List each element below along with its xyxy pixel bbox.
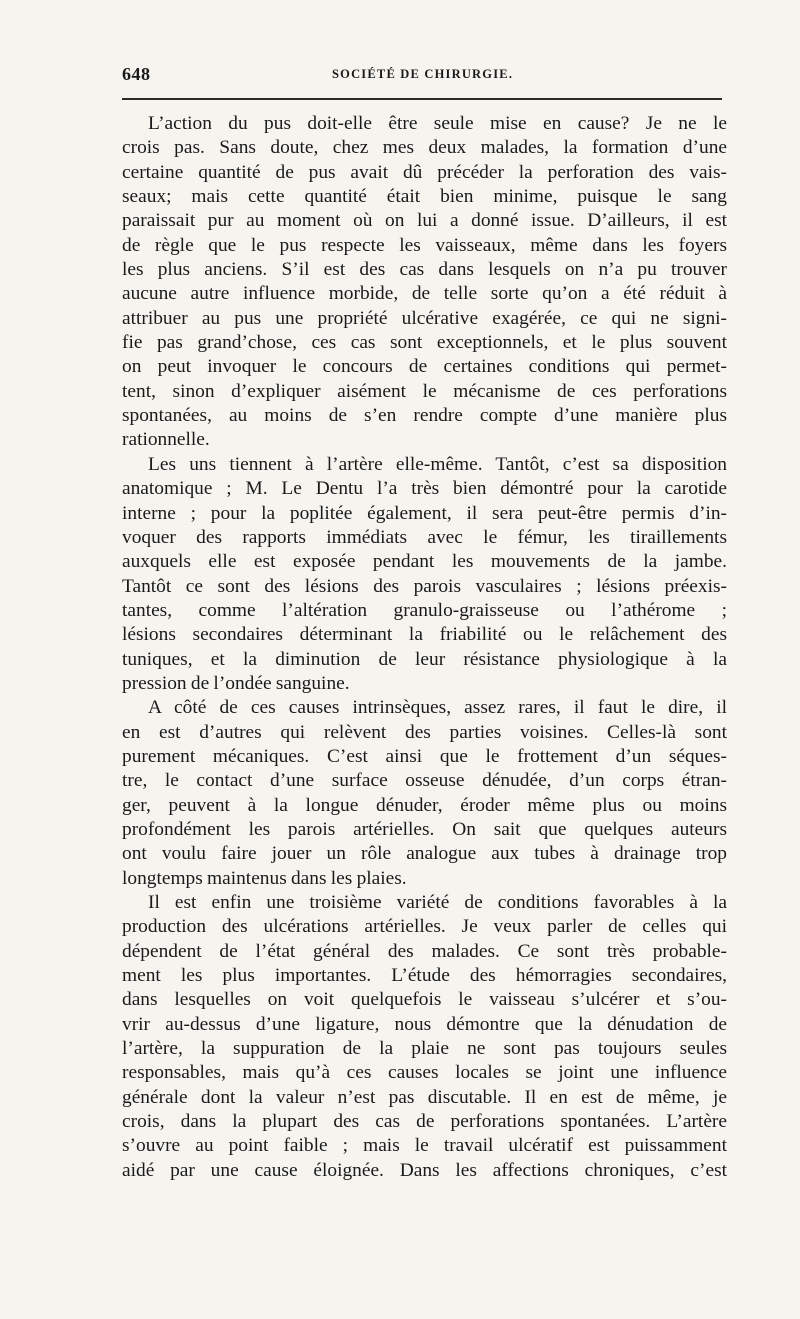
text-line: tent, sinon d’expliquer aisément le mécanisme de ces perforations bbox=[122, 380, 727, 402]
text-line: purement mécaniques. C’est ainsi que le frottement d’un séques- bbox=[122, 745, 727, 767]
header-rule bbox=[122, 98, 722, 100]
text-line: rationnelle. bbox=[122, 429, 210, 451]
text-line: Il est enfin une troisième variété de conditions favorables à la bbox=[148, 892, 727, 913]
text-line: longtemps maintenus dans les plaies. bbox=[122, 867, 407, 889]
text-line: l’artère, la suppuration de la plaie ne sont pas toujours seules bbox=[122, 1038, 727, 1060]
text-line: profondément les parois artérielles. On sait que quelques auteurs bbox=[122, 818, 727, 840]
text-line: certaine quantité de pus avait dû précéder la perforation des vais- bbox=[122, 161, 727, 183]
text-line: on peut invoquer le concours de certaines conditions qui permet- bbox=[122, 356, 727, 378]
text-line: tantes, comme l’altération granulo-graisseuse ou l’athérome ; bbox=[122, 599, 727, 621]
text-line: les plus anciens. S’il est des cas dans lesquels on n’a pu trouver bbox=[122, 259, 727, 281]
text-line: interne ; pour la poplitée également, il sera peut-être permis d’in- bbox=[122, 502, 727, 524]
text-line: dépendent de l’état général des malades. Ce sont très probable- bbox=[122, 940, 727, 962]
running-head bbox=[122, 64, 722, 90]
text-line: de règle que le pus respecte les vaisseaux, même dans les foyers bbox=[122, 234, 727, 256]
text-line: en est d’autres qui relèvent des parties voisines. Celles-là sont bbox=[122, 721, 727, 743]
text-line: attribuer au pus une propriété ulcérative exagérée, ce qui ne signi- bbox=[122, 307, 727, 329]
text-line: auxquels elle est exposée pendant les mouvements de la jambe. bbox=[122, 551, 727, 573]
text-line: crois pas. Sans doute, chez mes deux malades, la formation d’une bbox=[122, 137, 727, 159]
text-line: pression de l’ondée sanguine. bbox=[122, 672, 350, 694]
body-text bbox=[122, 112, 727, 1183]
text-line: crois, dans la plupart des cas de perforations spontanées. L’artère bbox=[122, 1111, 727, 1133]
page-number: 648 bbox=[122, 64, 151, 84]
text-line: A côté de ces causes intrinsèques, assez rares, il faut le dire, il bbox=[148, 697, 727, 719]
text-line: Les uns tiennent à l’artère elle-même. Tantôt, c’est sa disposition bbox=[148, 453, 727, 475]
text-line: Tantôt ce sont des lésions des parois vasculaires ; lésions préexis- bbox=[122, 575, 727, 597]
text-line: aidé par une cause éloignée. Dans les affections chroniques, c’est bbox=[122, 1159, 727, 1181]
text-line: ont voulu faire jouer un rôle analogue aux tubes à drainage trop bbox=[122, 843, 727, 865]
text-line: dans lesquelles on voit quelquefois le vaisseau s’ulcérer et s’ou- bbox=[122, 989, 727, 1011]
text-line: spontanées, au moins de s’en rendre compte d’une manière plus bbox=[122, 405, 727, 427]
text-line: responsables, mais qu’à ces causes locales se joint une influence bbox=[122, 1062, 727, 1084]
text-line: lésions secondaires déterminant la friabilité ou le relâchement des bbox=[122, 624, 727, 646]
text-line: s’ouvre au point faible ; mais le travail ulcératif est puissamment bbox=[122, 1135, 727, 1157]
text-line: vrir au-dessus d’une ligature, nous démontre que la dénudation de bbox=[122, 1013, 727, 1035]
running-title: SOCIÉTÉ DE CHIRURGIE. bbox=[332, 67, 514, 81]
text-line: tuniques, et la diminution de leur résistance physiologique à la bbox=[122, 648, 727, 670]
text-line: ger, peuvent à la longue dénuder, éroder même plus ou moins bbox=[122, 794, 727, 816]
text-line: anatomique ; M. Le Dentu l’a très bien démontré pour la carotide bbox=[122, 478, 727, 500]
text-line: fie pas grand’chose, ces cas sont exceptionnels, et le plus souvent bbox=[122, 332, 727, 354]
text-line: ment les plus importantes. L’étude des hémorragies secondaires, bbox=[122, 965, 727, 987]
text-line: voquer des rapports immédiats avec le fémur, les tiraillements bbox=[122, 526, 727, 548]
text-line: paraissait pur au moment où on lui a donné issue. D’ailleurs, il est bbox=[122, 210, 727, 232]
text-line: seaux; mais cette quantité était bien minime, puisque le sang bbox=[122, 186, 727, 208]
text-line: production des ulcérations artérielles. Je veux parler de celles qui bbox=[122, 916, 727, 938]
text-line: aucune autre influence morbide, de telle sorte qu’on a été réduit à bbox=[122, 283, 727, 305]
text-line: tre, le contact d’une surface osseuse dénudée, d’un corps étran- bbox=[122, 770, 727, 792]
text-line: générale dont la valeur n’est pas discutable. Il en est de même, je bbox=[122, 1086, 727, 1108]
text-line: L’action du pus doit-elle être seule mise en cause? Je ne le bbox=[148, 113, 727, 134]
